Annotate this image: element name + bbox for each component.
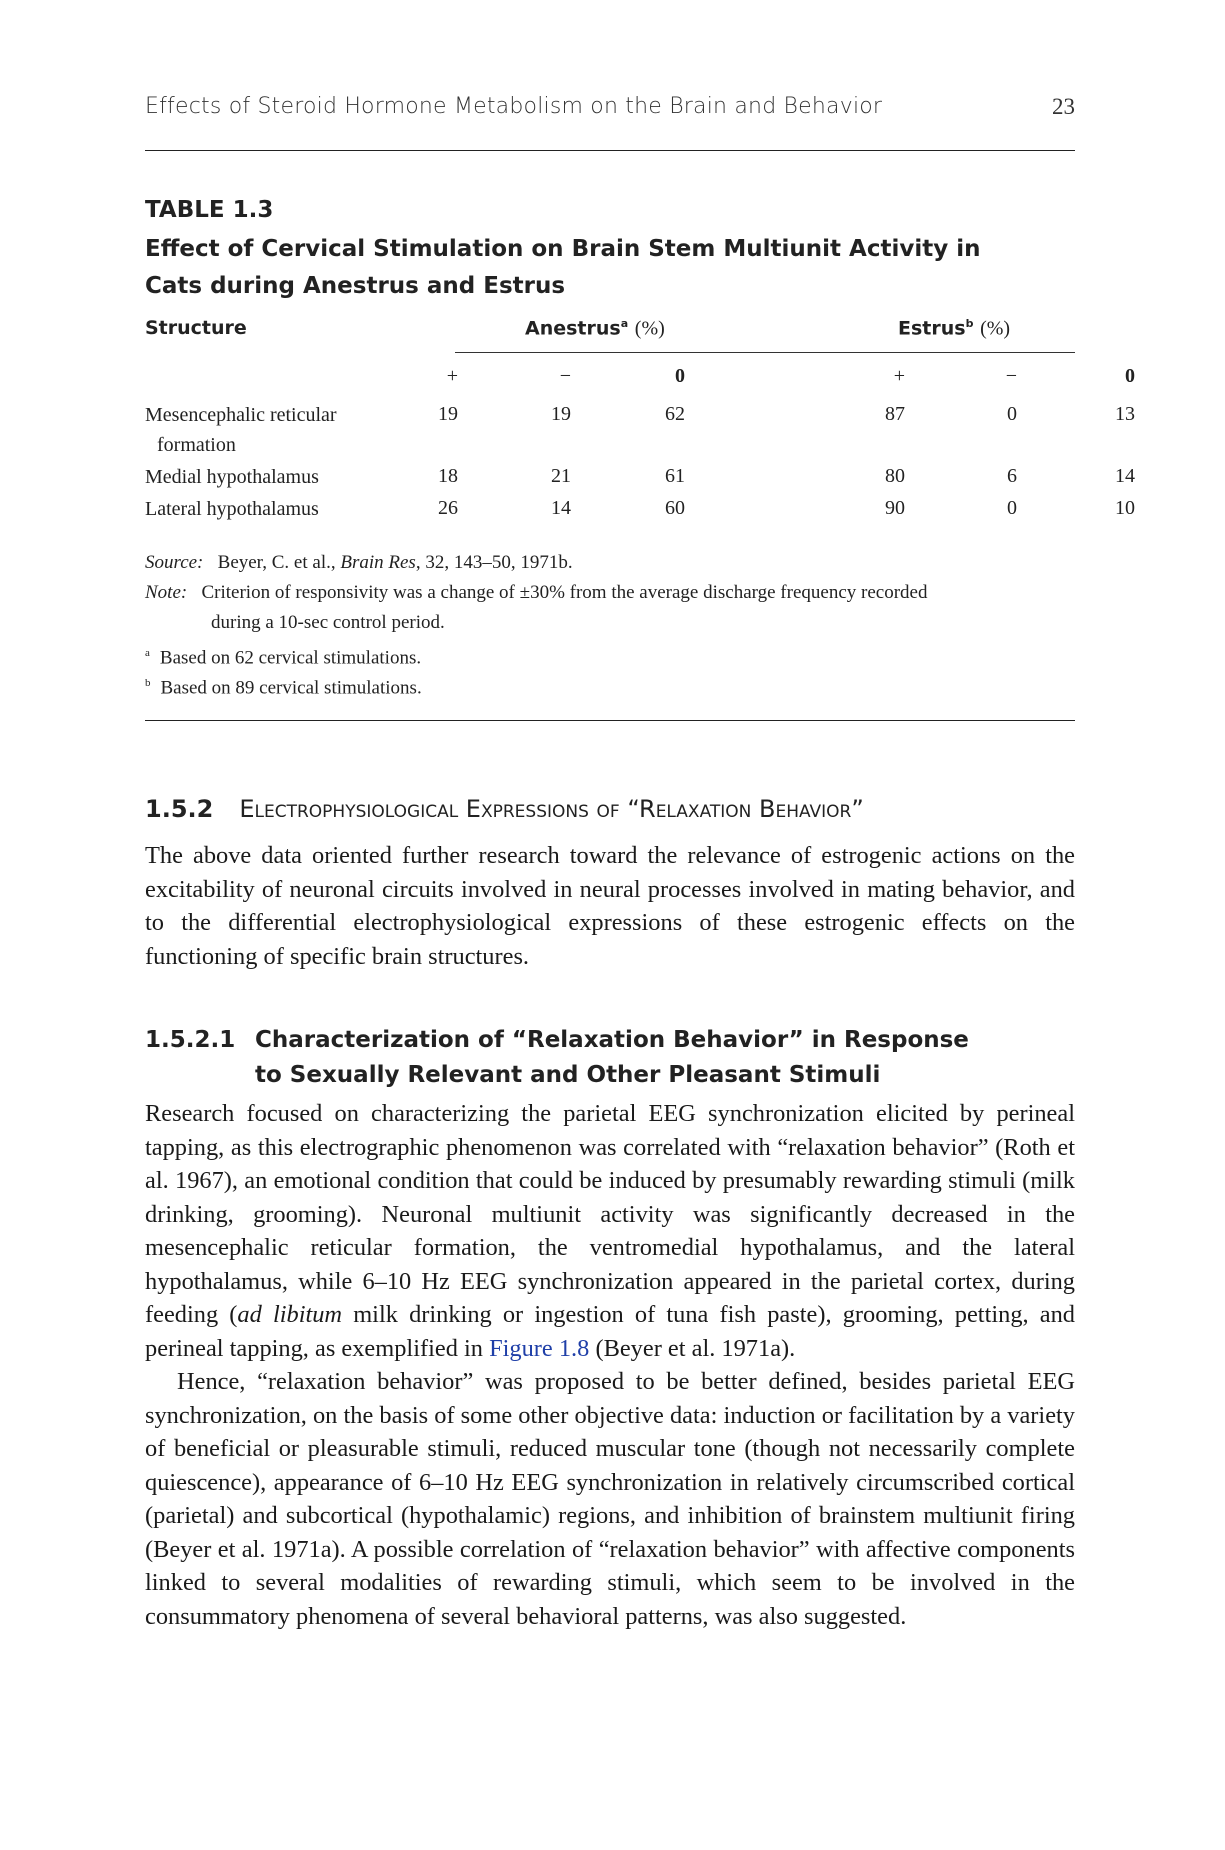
source-journal: Brain Res — [340, 552, 416, 573]
anestrus-footnote-mark: a — [620, 317, 629, 330]
table-cell: 0 — [1007, 497, 1017, 519]
note-label: Note: — [145, 582, 188, 603]
estrus-span-rule — [820, 352, 1075, 353]
table-bottom-rule — [145, 720, 1075, 721]
column-header-estrus — [898, 317, 1010, 340]
table-title: Effect of Cervical Stimulation on Brain Stem Multiunit Activity in Cats during Anestrus and Estrus — [145, 236, 981, 299]
paragraph-text: The above data oriented further research toward the relevance of estrogenic actions on the excitability of neuronal circuits involved in neural processes involved in mating behavior, and to the differential electrophysiological expressions of these estrogenic effects on the functioning of specific brain structures. — [145, 842, 1075, 970]
table-cell: 80 — [885, 465, 905, 487]
table-cell: 61 — [665, 465, 685, 487]
table-note — [145, 578, 1075, 608]
table-label: TABLE 1.3 — [145, 197, 274, 223]
source-label: Source: — [145, 552, 204, 573]
subsection-title — [255, 1023, 1055, 1093]
table-cell: 87 — [885, 403, 905, 425]
column-header-anestrus — [525, 317, 665, 340]
paragraph-1 — [145, 1097, 1075, 1365]
subsection-title-line-2: to Sexually Relevant and Other Pleasant Stimuli — [255, 1062, 881, 1088]
figure-reference-link[interactable]: Figure 1.8 — [489, 1334, 590, 1362]
section-title: Electrophysiological Expressions of “Relaxation Behavior” — [239, 795, 864, 823]
subcol-estrus-plus: + — [893, 365, 905, 387]
table-cell: 21 — [551, 465, 571, 487]
row-label-continuation: formation — [157, 434, 236, 456]
footnote-a-text: Based on 62 cervical stimulations. — [159, 647, 422, 669]
paragraph-1-text: Research focused on characterizing the parietal EEG synchronization elicited by perineal tapping, as this electrographic phenomenon was correlated with “relaxation behavior” (Roth et al. 1967), an emotional condition that could be induced by presumably rewarding stimuli (milk drinking, grooming). Neuronal multiunit activity was significantly decreased in the mesencephalic reticular formation, the ventromedial hypothalamus, and the lateral hypothalamus, while 6–10 Hz EEG synchronization appeared in the parietal cortex, during feeding ( — [145, 1100, 1075, 1328]
table-cell: 90 — [885, 497, 905, 519]
paragraph-2: Hence, “relaxation behavior” was proposed to be better defined, besides parietal EEG synchronization, on the basis of some other objective data: induction or facilitation by a variety of beneficial or pleasurable stimuli, reduced muscular tone (though not necessarily complete quiescence), appearance of 6–10 Hz EEG synchronization in relatively circumscribed cortical (parietal) and subcortical (hypothalamic) regions, and inhibition of brainstem multiunit firing (Beyer et al. 1971a). A possible correlation of “relaxation behavior” with affective components linked to several modalities of rewarding stimuli, which seem to be involved in the consummatory phenomena of several behavioral patterns, was also suggested. — [145, 1368, 1075, 1630]
section-heading — [145, 795, 864, 823]
table-cell: 19 — [438, 403, 458, 425]
table-cell: 62 — [665, 403, 685, 425]
paragraph-1-text-continued: milk drinking or ingestion of tuna fish paste), grooming, petting, and perineal tapping, as exemplified in — [145, 1301, 1075, 1362]
table-cell: 0 — [1007, 403, 1017, 425]
subsection-body — [145, 1097, 1075, 1633]
anestrus-unit: (%) — [634, 317, 665, 340]
row-label-main: Mesencephalic reticular — [145, 404, 337, 426]
table-source — [145, 548, 1075, 578]
table-cell: 14 — [551, 497, 571, 519]
table-note-continuation: during a 10-sec control period. — [211, 612, 445, 633]
table-cell: 13 — [1115, 403, 1135, 425]
table-top-rule — [145, 150, 1075, 151]
source-text-post: , 32, 143–50, 1971b. — [415, 552, 573, 573]
estrus-unit: (%) — [980, 317, 1011, 340]
estrus-footnote-mark: b — [965, 317, 974, 330]
table-cell: 19 — [551, 403, 571, 425]
table-cell: 6 — [1007, 465, 1017, 487]
table-row-label — [145, 400, 405, 460]
estrus-label: Estrus — [898, 317, 966, 340]
subcol-anestrus-zero: 0 — [675, 365, 685, 387]
table-cell: 14 — [1115, 465, 1135, 487]
table-row-label: Lateral hypothalamus — [145, 498, 319, 520]
subcol-anestrus-minus: − — [559, 365, 571, 387]
running-head-title: Effects of Steroid Hormone Metabolism on the Brain and Behavior — [145, 94, 883, 119]
section-paragraph — [145, 839, 1075, 973]
footnote-b-mark: b — [145, 677, 151, 689]
source-text-pre: Beyer, C. et al., — [217, 552, 341, 573]
paragraph-1-italic: ad libitum — [237, 1301, 343, 1328]
subcol-anestrus-plus: + — [446, 365, 458, 387]
table-row-label: Medial hypothalamus — [145, 466, 319, 488]
running-head — [145, 94, 1075, 124]
table-cell: 26 — [438, 497, 458, 519]
page-number: 23 — [1052, 94, 1075, 119]
note-line-1: Criterion of responsivity was a change of ±30% from the average discharge frequency recorded — [201, 582, 928, 603]
paragraph-1-text-end: (Beyer et al. 1971a). — [589, 1334, 796, 1362]
section-number: 1.5.2 — [145, 795, 214, 823]
table-cell: 10 — [1115, 497, 1135, 519]
subsection-number: 1.5.2.1 — [145, 1027, 236, 1053]
anestrus-label: Anestrus — [525, 317, 621, 340]
footnote-b — [145, 668, 1075, 703]
footnote-b-text: Based on 89 cervical stimulations. — [160, 677, 422, 699]
footnote-a-mark: a — [145, 647, 150, 659]
subcol-estrus-minus: − — [1005, 365, 1017, 387]
table-cell: 60 — [665, 497, 685, 519]
column-header-structure: Structure — [145, 317, 247, 339]
anestrus-span-rule — [455, 352, 871, 353]
table-cell: 18 — [438, 465, 458, 487]
subsection-title-line-1: Characterization of “Relaxation Behavior” in Response — [255, 1027, 969, 1053]
subcol-estrus-zero: 0 — [1125, 365, 1135, 387]
